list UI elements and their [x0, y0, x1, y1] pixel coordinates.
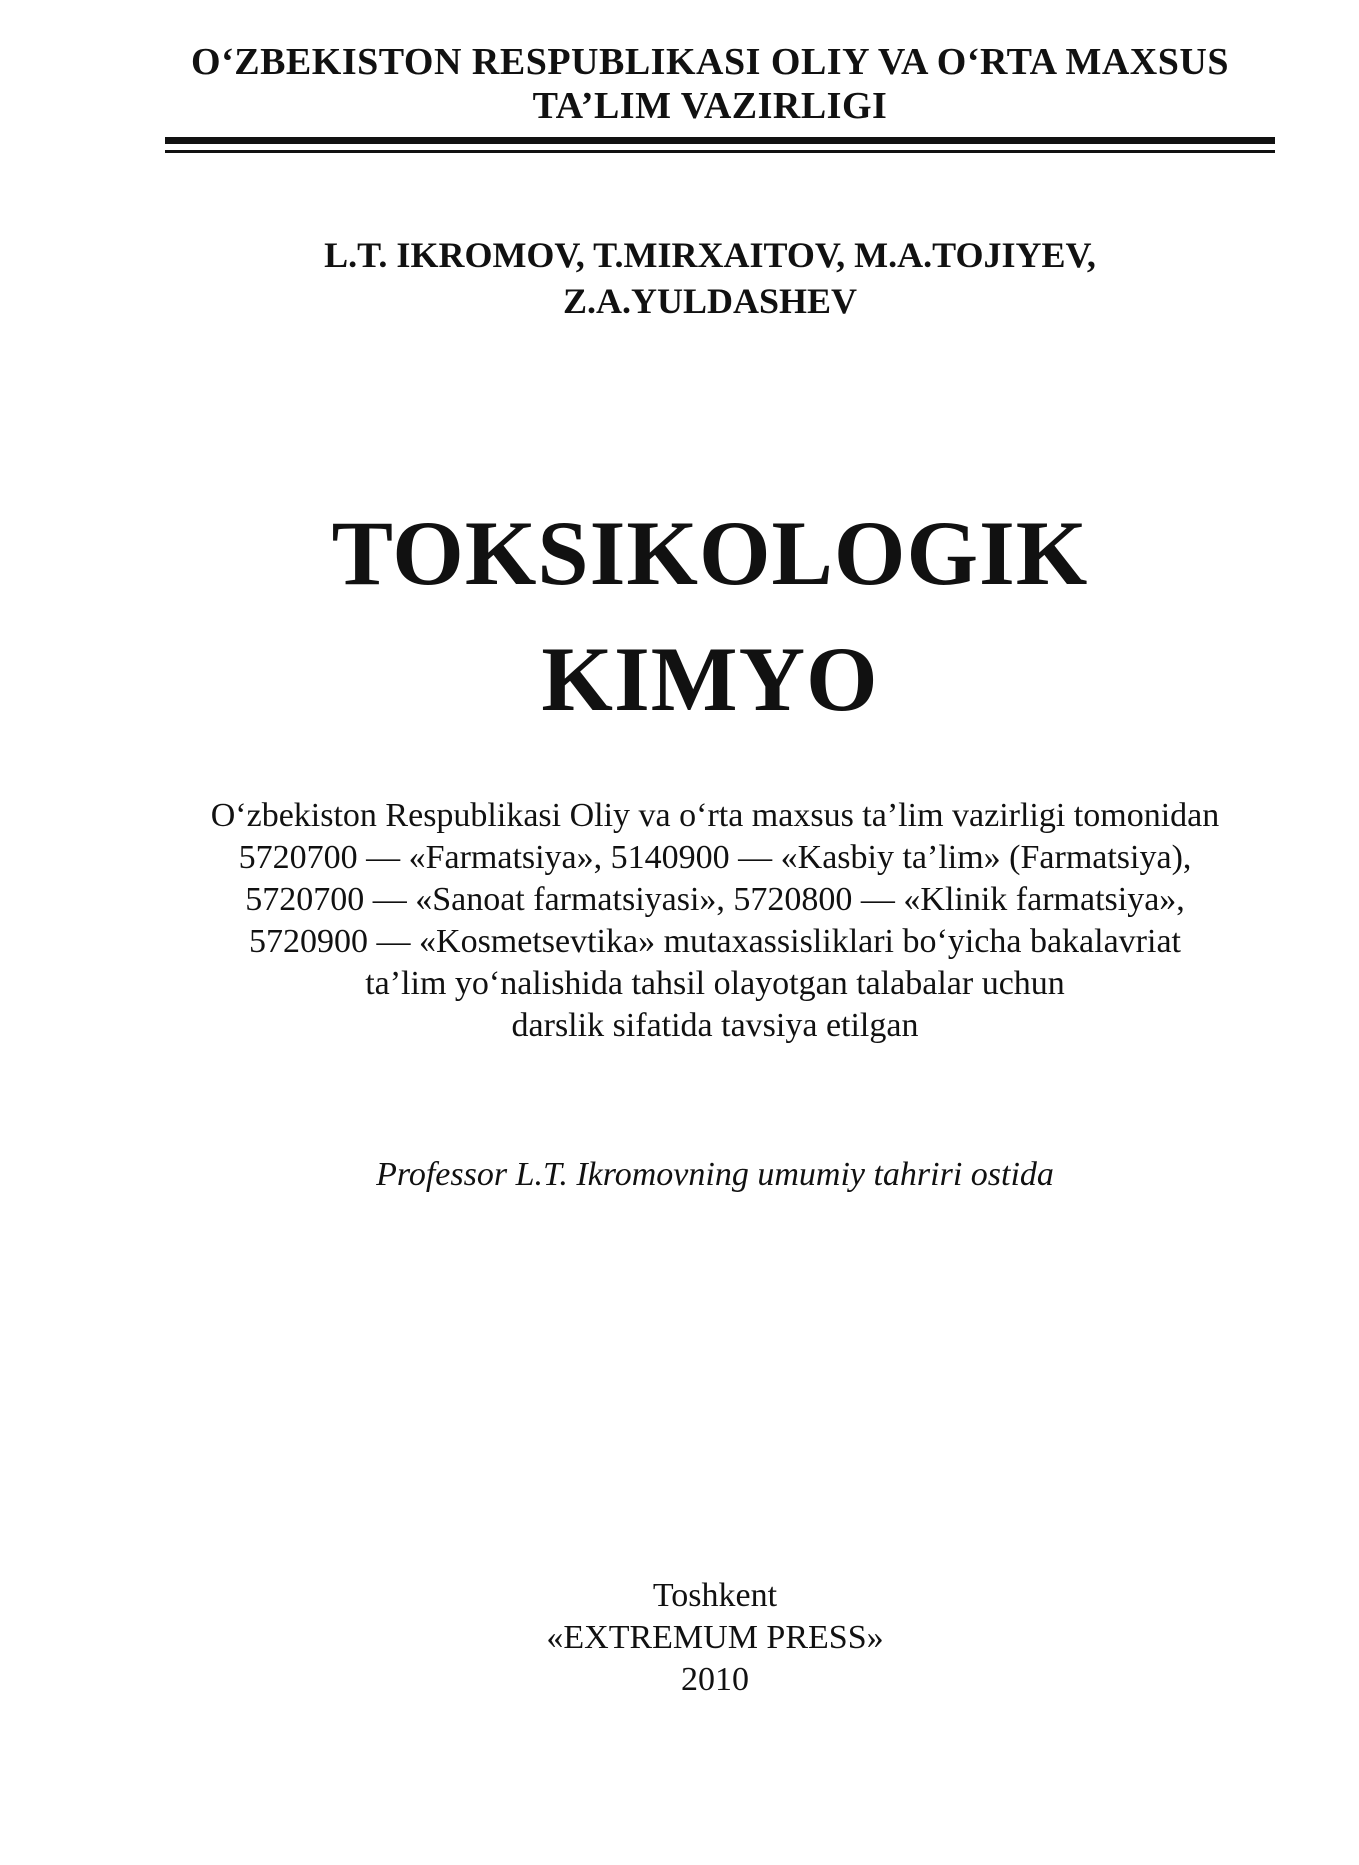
- book-title: [160, 490, 1260, 742]
- imprint: [160, 1575, 1270, 1701]
- approval-line: 5720900 — «Kosmetsevtika» mutaxassisliklari bo‘yicha bakalavriat: [249, 923, 1181, 960]
- authors: [180, 232, 1240, 324]
- approval-line: 5720700 — «Farmatsiya», 5140900 — «Kasbiy ta’lim» (Farmatsiya),: [238, 839, 1192, 876]
- ministry-header: [160, 40, 1260, 128]
- authors-line-1: L.T. IKROMOV, T.MIRXAITOV, M.A.TOJIYEV,: [324, 235, 1096, 275]
- imprint-year: 2010: [681, 1661, 749, 1698]
- approval-line: darslik sifatida tavsiya etilgan: [511, 1007, 919, 1044]
- approval-line: O‘zbekiston Respublikasi Oliy va o‘rta maxsus ta’lim vazirligi tomonidan: [210, 797, 1220, 834]
- imprint-city: Toshkent: [652, 1577, 778, 1614]
- header-rule-thick: [165, 137, 1275, 144]
- editor-note: Professor L.T. Ikromovning umumiy tahriri ostida: [376, 1156, 1054, 1193]
- imprint-publisher: «EXTREMUM PRESS»: [546, 1619, 884, 1656]
- book-title-line-2: KIMYO: [541, 628, 879, 730]
- authors-line-2: Z.A.YULDASHEV: [562, 281, 858, 321]
- ministry-line-1: O‘ZBEKISTON RESPUBLIKASI OLIY VA O‘RTA MAXSUS: [191, 41, 1229, 83]
- header-rule-thin: [165, 150, 1275, 153]
- ministry-line-2: TA’LIM VAZIRLIGI: [532, 85, 888, 127]
- approval-line: ta’lim yo‘nalishida tahsil olayotgan talabalar uchun: [365, 965, 1065, 1002]
- approval-statement: [160, 795, 1270, 1047]
- book-title-line-1: TOKSIKOLOGIK: [331, 502, 1089, 604]
- approval-line: 5720700 — «Sanoat farmatsiyasi», 5720800 — «Klinik farmatsiya»,: [245, 881, 1185, 918]
